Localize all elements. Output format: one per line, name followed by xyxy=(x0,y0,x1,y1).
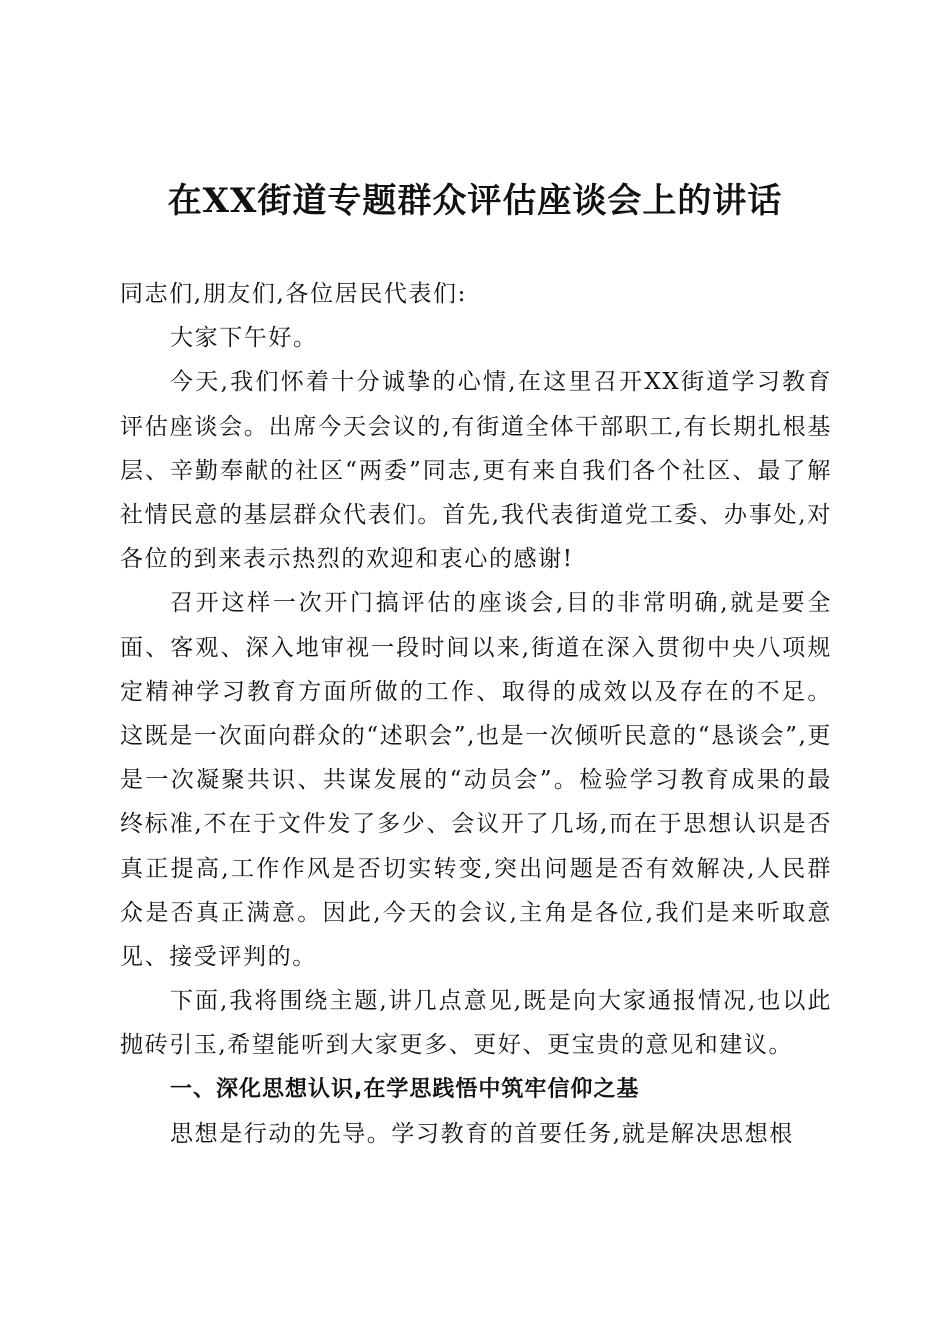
section-heading: 一、深化思想认识,在学思践悟中筑牢信仰之基 xyxy=(170,1076,640,1102)
section-paragraph: 思想是行动的先导。学习教育的首要任务,就是解决思想根 xyxy=(170,1120,794,1147)
salutation: 同志们,朋友们,各位居民代表们: xyxy=(120,281,467,307)
outline-paragraph: 下面,我将围绕主题,讲几点意见,既是向大家通报情况,也以此抛砖引玉,希望能听到大家更多、更好、更宝贵的意见和建议。 xyxy=(120,988,832,1059)
opening-paragraph: 今天,我们怀着十分诚挚的心情,在这里召开XX街道学习教育评估座谈会。出席今天会议的,有街道全体干部职工,有长期扎根基层、辛勤奉献的社区“两委”同志,更有来自我们各个社区、最了解社情民意的基层群众代表们。首先,我代表街道党工委、办事处,对各位的到来表示热烈的欢迎和衷心的感谢! xyxy=(120,369,832,573)
document-title: 在XX街道专题群众评估座谈会上的讲话 xyxy=(167,181,783,221)
document-body xyxy=(120,272,832,1156)
greeting-paragraph: 大家下午好。 xyxy=(170,325,318,352)
purpose-paragraph: 召开这样一次开门搞评估的座谈会,目的非常明确,就是要全面、客观、深入地审视一段时间以来,街道在深入贯彻中央八项规定精神学习教育方面所做的工作、取得的成效以及存在的不足。这既是一次面向群众的“述职会”,也是一次倾听民意的“恳谈会”,更是一次凝聚共识、共谋发展的“动员会”。检验学习教育成果的最终标准,不在于文件发了多少、会议开了几场,而在于思想认识是否真正提高,工作作风是否切实转变,突出问题是否有效解决,人民群众是否真正满意。因此,今天的会议,主角是各位,我们是来听取意见、接受评判的。 xyxy=(120,590,832,971)
